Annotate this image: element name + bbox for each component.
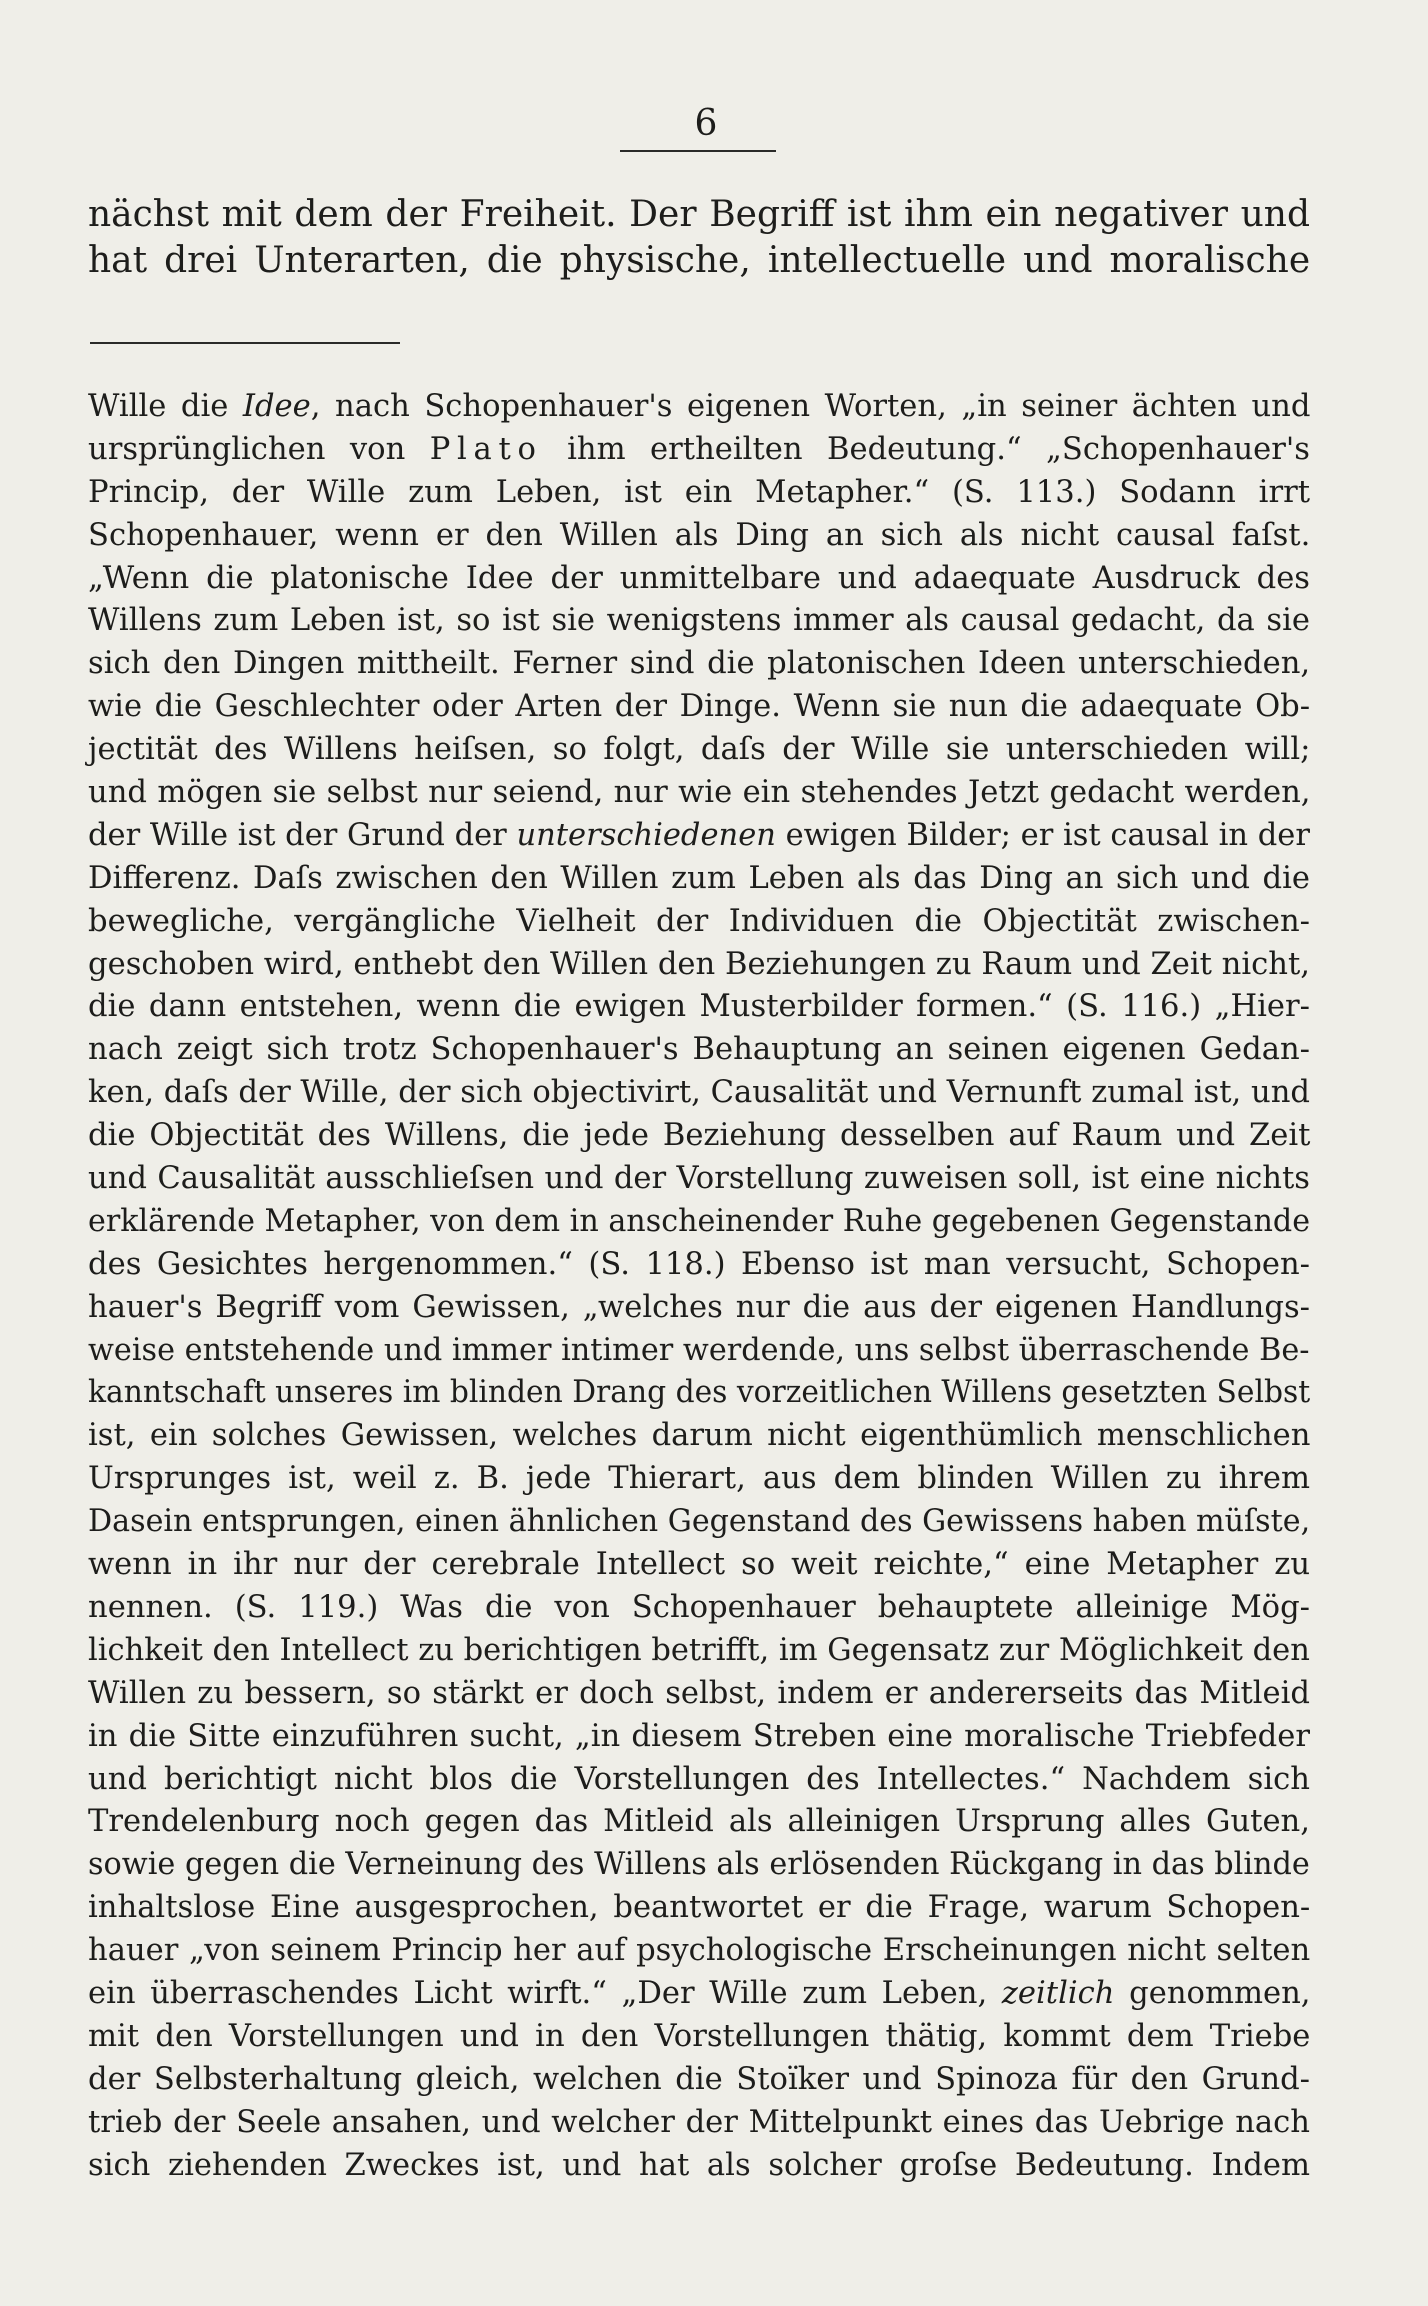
footnote-line (88, 1415, 1310, 1458)
text-run: der Selbsterhaltung gleich, welchen die Stoïker und Spinoza für den Grund- (88, 2061, 1310, 2097)
text-run: Willen zu bessern, so stärkt er doch selbst, indem er andererseits das Mitleid (88, 1675, 1310, 1711)
footnote-line (88, 558, 1310, 601)
footnote-line (88, 815, 1310, 858)
footnote-line (88, 2102, 1310, 2145)
footnote-line (88, 1801, 1310, 1844)
footnote-line (88, 1201, 1311, 1244)
footnote-line (88, 2145, 1310, 2188)
page-number: 6 (694, 103, 718, 144)
text-run: kanntschaft unseres im blinden Drang des vorzeitlichen Willens gesetzten Selbst (88, 1375, 1311, 1411)
footnote-line (88, 1287, 1310, 1330)
text-run: nennen. (S. 119.) Was die von Schopenhauer behauptete alleinige Mög- (88, 1589, 1310, 1625)
footnote-line (88, 1372, 1311, 1415)
text-run: und berichtigt nicht blos die Vorstellungen des Intellectes.“ Nachdem sich (88, 1761, 1310, 1797)
text-run: der Wille ist der Grund der (88, 817, 517, 853)
footnote-line (88, 901, 1310, 944)
text-run: erklärende Metapher, von dem in anscheinender Ruhe gegebenen Gegenstande (88, 1203, 1311, 1239)
text-run: ist, ein solches Gewissen, welches darum nicht eigenthümlich menschlichen (88, 1418, 1311, 1454)
text-run: Differenz. Daſs zwischen den Willen zum Leben als das Ding an sich und die (88, 860, 1310, 896)
text-run: des Gesichtes hergenommen.“ (S. 118.) Ebenso ist man versucht, Schopen- (88, 1246, 1310, 1282)
footnote-line (88, 386, 1310, 429)
footnote-line (88, 772, 1310, 815)
footnote-line (88, 1844, 1310, 1887)
page-number-rule (620, 150, 776, 152)
text-run: lichkeit den Intellect zu berichtigen betrifft, im Gegensatz zur Möglichkeit den (88, 1632, 1310, 1668)
text-run: die dann entstehen, wenn die ewigen Musterbilder formen.“ (S. 116.) „Hier- (88, 989, 1310, 1025)
text-line: hat drei Unterarten, die physische, intellectuelle und moralische (88, 240, 1311, 281)
footnote-line (88, 1587, 1310, 1630)
footnote-line (88, 1244, 1310, 1287)
footnote-line (88, 1330, 1310, 1373)
footnote-line (88, 600, 1310, 643)
footnote-line (88, 472, 1310, 515)
text-run: hauer „von seinem Princip her auf psychologische Erscheinungen nicht selten (88, 1933, 1311, 1969)
text-run: , nach Schopenhauer's eigenen Worten, „in seiner ächten und (310, 389, 1311, 424)
footnote-line (88, 1716, 1310, 1759)
text-run: Princip, der Wille zum Leben, ist ein Metapher.“ (S. 113.) Sodann irrt (88, 474, 1310, 510)
text-run: mit den Vorstellungen und in den Vorstellungen thätig, kommt dem Triebe (88, 2018, 1311, 2054)
footnote-line (88, 515, 1310, 558)
text-run: hauer's Begriff vom Gewissen, „welches nur die aus der eigenen Handlungs- (88, 1289, 1310, 1325)
footnote-line (88, 429, 1310, 472)
footnote-line (88, 1072, 1310, 1115)
text-run: Willens zum Leben ist, so ist sie wenigstens immer als causal gedacht, da sie (88, 603, 1310, 639)
text-run: die Objectität des Willens, die jede Beziehung desselben auf Raum und Zeit (88, 1118, 1311, 1154)
text-run: in die Sitte einzuführen sucht, „in diesem Streben eine moralische Triebfeder (88, 1718, 1310, 1754)
text-run: weise entstehende und immer intimer werdende, uns selbst überraschende Be- (88, 1332, 1310, 1368)
text-run: und Causalität ausschlieſsen und der Vorstellung zuweisen soll, ist eine nichts (88, 1161, 1310, 1197)
text-line: nächst mit dem der Freiheit. Der Begriff ist ihm ein negativer und (88, 194, 1310, 235)
footnote-line (88, 1973, 1310, 2016)
text-run: wie die Geschlechter oder Arten der Dinge. Wenn sie nun die adaequate Ob- (88, 689, 1311, 725)
text-run: „Wenn die platonische Idee der unmittelbare und adaequate Ausdruck des (88, 560, 1310, 596)
italic-run: unterschiedenen (516, 817, 776, 853)
text-run: Trendelenburg noch gegen das Mitleid als alleinigen Ursprung alles Guten, (88, 1804, 1310, 1840)
text-run: und mögen sie selbst nur seiend, nur wie ein stehendes Jetzt gedacht werden, (88, 775, 1311, 811)
footnote-line (88, 1759, 1310, 1802)
text-run: sowie gegen die Verneinung des Willens als erlösenden Rückgang in das blinde (88, 1847, 1310, 1883)
footnote-line (88, 1930, 1310, 1973)
footnote-line (88, 2059, 1310, 2102)
text-run: bewegliche, vergängliche Vielheit der Individuen die Objectität zwischen- (88, 903, 1310, 939)
text-run: Dasein entsprungen, einen ähnlichen Gegenstand des Gewissens haben müſste, (88, 1504, 1311, 1540)
text-run: ken, daſs der Wille, der sich objectivirt, Causalität und Vernunft zumal ist, und (88, 1075, 1310, 1111)
footnote-separator (90, 342, 400, 344)
text-run: sich ziehenden Zweckes ist, und hat als solcher groſse Bedeutung. Indem (88, 2147, 1310, 2183)
main-text (88, 192, 1310, 284)
footnote-line (88, 944, 1310, 987)
text-run: geschoben wird, enthebt den Willen den Beziehungen zu Raum und Zeit nicht, (88, 946, 1310, 982)
footnote-line (88, 1029, 1310, 1072)
footnote-line (88, 1630, 1310, 1673)
footnote-line (88, 1544, 1310, 1587)
italic-run: zeitlich (1001, 1975, 1115, 2011)
text-run: ihm ertheilten Bedeutung.“ „Schopenhauer's (542, 431, 1310, 467)
footnote-line (88, 1673, 1310, 1716)
footnote-line (88, 1158, 1310, 1201)
text-run: Ursprunges ist, weil z. B. jede Thierart, aus dem blinden Willen zu ihrem (88, 1461, 1310, 1497)
footnote-text (88, 386, 1310, 2187)
footnote-line (88, 729, 1310, 772)
footnote-line (88, 686, 1310, 729)
italic-run: Idee (242, 389, 311, 424)
text-run: ein überraschendes Licht wirft.“ „Der Wille zum Leben, (88, 1975, 1002, 2011)
text-run: trieb der Seele ansahen, und welcher der Mittelpunkt eines das Uebrige nach (88, 2104, 1310, 2140)
text-run: sich den Dingen mittheilt. Ferner sind die platonischen Ideen unterschieden, (88, 646, 1311, 682)
footnote-line (88, 643, 1310, 686)
text-run: Wille die (88, 389, 243, 424)
footnote-line (88, 1115, 1310, 1158)
footnote-line (88, 1501, 1311, 1544)
spaced-run: Plato (429, 431, 543, 467)
text-run: genommen, (1114, 1975, 1311, 2011)
text-run: ursprünglichen von (88, 431, 430, 467)
text-run: inhaltslose Eine ausgesprochen, beantwortet er die Frage, warum Schopen- (88, 1890, 1311, 1926)
text-run: wenn in ihr nur der cerebrale Intellect so weit reichte,“ eine Metapher zu (88, 1547, 1311, 1583)
text-run: jectität des Willens heiſsen, so folgt, daſs der Wille sie unterschieden will; (88, 732, 1311, 768)
footnote-line (88, 986, 1310, 1029)
footnote-line (88, 2016, 1310, 2059)
footnote-line (88, 1458, 1310, 1501)
text-run: nach zeigt sich trotz Schopenhauer's Behauptung an seinen eigenen Gedan- (88, 1032, 1310, 1068)
footnote-line (88, 1887, 1310, 1930)
text-run: Schopenhauer, wenn er den Willen als Ding an sich als nicht causal faſst. (88, 517, 1311, 553)
text-run: ewigen Bilder; er ist causal in der (775, 817, 1310, 853)
footnote-line (88, 858, 1310, 901)
